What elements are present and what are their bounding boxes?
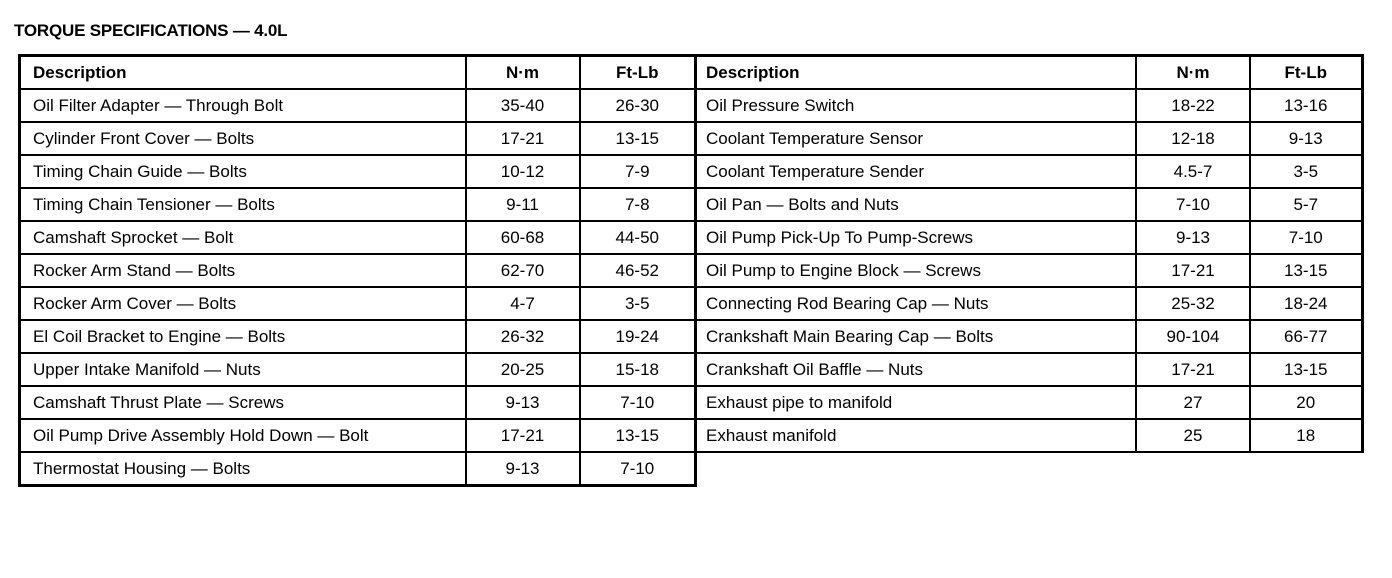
header-description: Description (694, 56, 1136, 90)
cell-description: Camshaft Sprocket — Bolt (20, 221, 466, 254)
cell-description: Coolant Temperature Sensor (694, 122, 1136, 155)
table-row (694, 353, 1362, 386)
cell-nm: 18-22 (1136, 89, 1250, 122)
header-description: Description (20, 56, 466, 90)
cell-nm: 17-21 (466, 122, 580, 155)
table-row (20, 122, 696, 155)
cell-ftlb: 18 (1250, 419, 1362, 452)
header-ftlb: Ft-Lb (1250, 56, 1362, 90)
cell-nm: 27 (1136, 386, 1250, 419)
table-row (694, 122, 1362, 155)
cell-description: Timing Chain Guide — Bolts (20, 155, 466, 188)
cell-ftlb: 7-10 (580, 386, 696, 419)
cell-description: Rocker Arm Stand — Bolts (20, 254, 466, 287)
cell-description: Thermostat Housing — Bolts (20, 452, 466, 486)
table-row (20, 386, 696, 419)
cell-description: Exhaust manifold (694, 419, 1136, 452)
cell-ftlb: 18-24 (1250, 287, 1362, 320)
table-row (694, 419, 1362, 452)
cell-description: Oil Filter Adapter — Through Bolt (20, 89, 466, 122)
table-row (694, 221, 1362, 254)
table-row (20, 188, 696, 221)
cell-nm: 12-18 (1136, 122, 1250, 155)
right-torque-table (694, 54, 1364, 453)
table-row (20, 353, 696, 386)
cell-description: Connecting Rod Bearing Cap — Nuts (694, 287, 1136, 320)
cell-nm: 17-21 (1136, 254, 1250, 287)
cell-nm: 9-13 (466, 386, 580, 419)
table-row (20, 155, 696, 188)
table-row (694, 320, 1362, 353)
cell-description: El Coil Bracket to Engine — Bolts (20, 320, 466, 353)
cell-ftlb: 13-16 (1250, 89, 1362, 122)
cell-ftlb: 13-15 (1250, 254, 1362, 287)
cell-nm: 60-68 (466, 221, 580, 254)
table-row (20, 419, 696, 452)
table-row (20, 320, 696, 353)
table-row (20, 89, 696, 122)
cell-ftlb: 13-15 (580, 419, 696, 452)
cell-ftlb: 7-9 (580, 155, 696, 188)
cell-ftlb: 15-18 (580, 353, 696, 386)
cell-nm: 17-21 (466, 419, 580, 452)
cell-ftlb: 44-50 (580, 221, 696, 254)
cell-ftlb: 7-10 (580, 452, 696, 486)
cell-description: Oil Pan — Bolts and Nuts (694, 188, 1136, 221)
cell-ftlb: 3-5 (1250, 155, 1362, 188)
table-header-row (20, 56, 696, 90)
cell-description: Oil Pump Pick-Up To Pump-Screws (694, 221, 1136, 254)
cell-ftlb: 26-30 (580, 89, 696, 122)
cell-nm: 17-21 (1136, 353, 1250, 386)
cell-ftlb: 13-15 (1250, 353, 1362, 386)
table-row (694, 386, 1362, 419)
table-row (694, 155, 1362, 188)
table-row (20, 452, 696, 486)
cell-nm: 20-25 (466, 353, 580, 386)
cell-nm: 26-32 (466, 320, 580, 353)
table-row (694, 254, 1362, 287)
cell-nm: 9-13 (1136, 221, 1250, 254)
table-row (20, 254, 696, 287)
cell-description: Crankshaft Main Bearing Cap — Bolts (694, 320, 1136, 353)
cell-ftlb: 7-8 (580, 188, 696, 221)
cell-nm: 10-12 (466, 155, 580, 188)
header-nm: N·m (1136, 56, 1250, 90)
table-header-row (694, 56, 1362, 90)
cell-ftlb: 66-77 (1250, 320, 1362, 353)
cell-nm: 4-7 (466, 287, 580, 320)
cell-ftlb: 5-7 (1250, 188, 1362, 221)
cell-nm: 4.5-7 (1136, 155, 1250, 188)
cell-nm: 9-13 (466, 452, 580, 486)
cell-description: Oil Pump Drive Assembly Hold Down — Bolt (20, 419, 466, 452)
cell-ftlb: 7-10 (1250, 221, 1362, 254)
cell-nm: 7-10 (1136, 188, 1250, 221)
header-nm: N·m (466, 56, 580, 90)
cell-description: Exhaust pipe to manifold (694, 386, 1136, 419)
cell-nm: 25-32 (1136, 287, 1250, 320)
cell-description: Oil Pump to Engine Block — Screws (694, 254, 1136, 287)
table-row (20, 221, 696, 254)
cell-description: Timing Chain Tensioner — Bolts (20, 188, 466, 221)
cell-nm: 9-11 (466, 188, 580, 221)
cell-ftlb: 46-52 (580, 254, 696, 287)
cell-nm: 90-104 (1136, 320, 1250, 353)
cell-ftlb: 13-15 (580, 122, 696, 155)
cell-ftlb: 19-24 (580, 320, 696, 353)
page-title: TORQUE SPECIFICATIONS — 4.0L (14, 21, 288, 40)
cell-nm: 62-70 (466, 254, 580, 287)
cell-nm: 25 (1136, 419, 1250, 452)
cell-description: Upper Intake Manifold — Nuts (20, 353, 466, 386)
cell-description: Rocker Arm Cover — Bolts (20, 287, 466, 320)
cell-description: Cylinder Front Cover — Bolts (20, 122, 466, 155)
table-row (694, 188, 1362, 221)
cell-ftlb: 9-13 (1250, 122, 1362, 155)
cell-description: Coolant Temperature Sender (694, 155, 1136, 188)
cell-nm: 35-40 (466, 89, 580, 122)
left-torque-table (18, 54, 697, 487)
header-ftlb: Ft-Lb (580, 56, 696, 90)
table-row (20, 287, 696, 320)
table-row (694, 287, 1362, 320)
table-row (694, 89, 1362, 122)
cell-ftlb: 20 (1250, 386, 1362, 419)
cell-description: Crankshaft Oil Baffle — Nuts (694, 353, 1136, 386)
cell-description: Camshaft Thrust Plate — Screws (20, 386, 466, 419)
cell-ftlb: 3-5 (580, 287, 696, 320)
cell-description: Oil Pressure Switch (694, 89, 1136, 122)
